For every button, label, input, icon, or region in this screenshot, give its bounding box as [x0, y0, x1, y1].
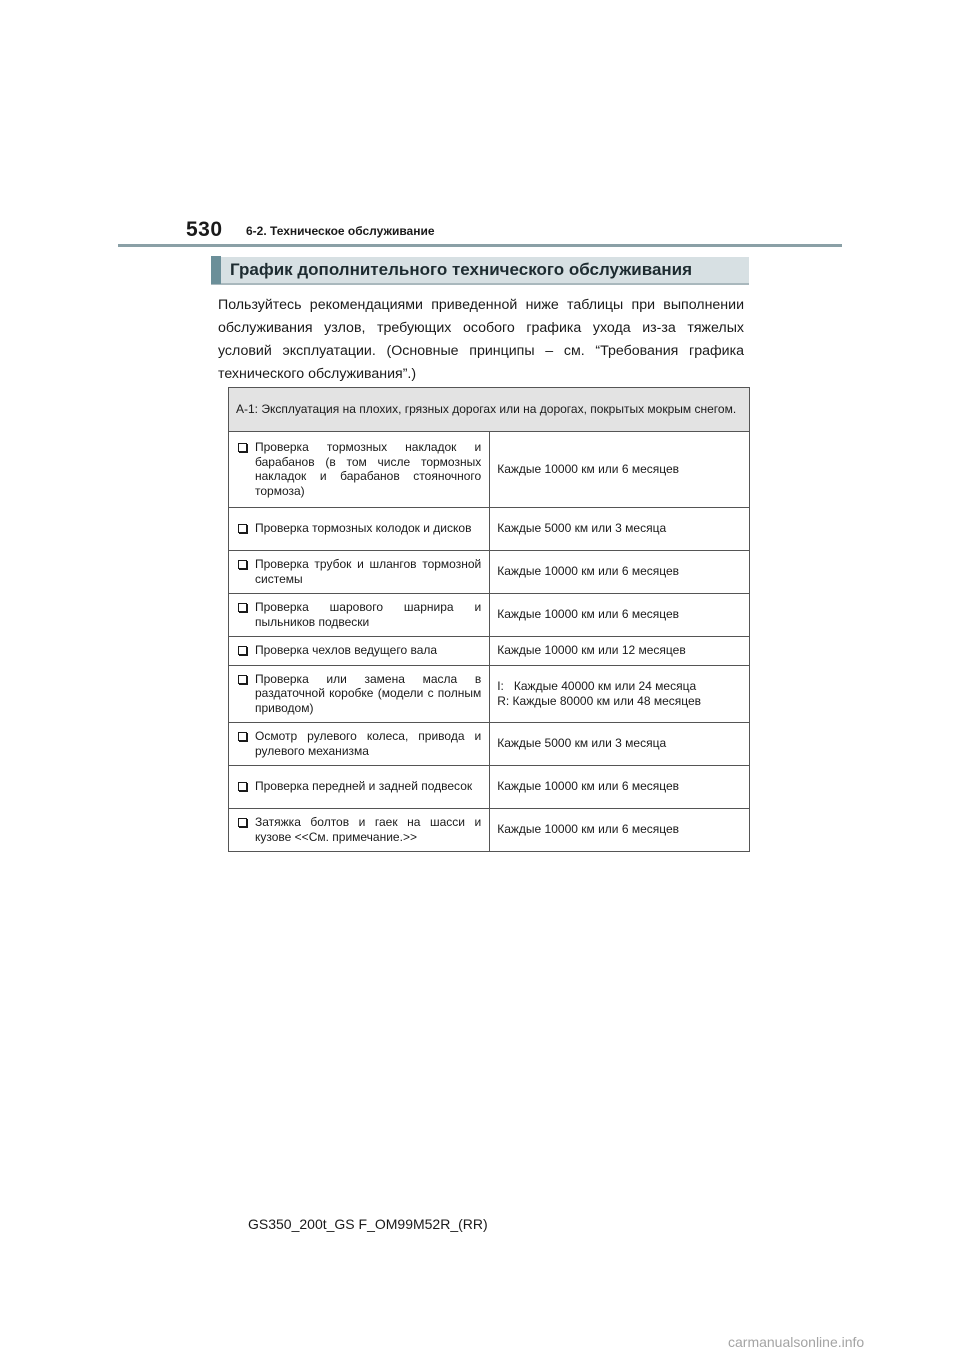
maintenance-item-text: Проверка тормозных колодок и дисков [255, 521, 472, 536]
maintenance-item [236, 779, 481, 794]
condition-cell [229, 388, 750, 432]
checkbox-icon [238, 443, 247, 452]
interval-text: Каждые 5000 км или 3 месяца [497, 736, 667, 751]
interval-text: Каждые 10000 км или 6 месяцев [497, 779, 680, 794]
maintenance-item-cell [229, 551, 490, 594]
table-row [229, 594, 750, 637]
interval-text: Каждые 10000 км или 12 месяцев [497, 643, 686, 658]
header-rule [118, 244, 842, 247]
condition-row [229, 388, 750, 432]
watermark: carmanualsonline.info [728, 1334, 865, 1350]
section-title-accent-bar [211, 256, 221, 284]
interval-cell [490, 432, 750, 508]
section-label: 6-2. Техническое обслуживание [246, 224, 435, 238]
interval-cell [490, 809, 750, 852]
maintenance-item-cell [229, 637, 490, 666]
checkbox-icon [238, 646, 247, 655]
maintenance-item [236, 729, 481, 758]
table-row [229, 766, 750, 809]
condition-text: А-1: Эксплуатация на плохих, грязных дорогах или на дорогах, покрытых мокрым снегом. [236, 401, 737, 416]
maintenance-item [236, 521, 481, 536]
interval-cell [490, 637, 750, 666]
interval-text: Каждые 10000 км или 6 месяцев [497, 461, 680, 476]
interval-cell [490, 766, 750, 809]
interval-text: I: Каждые 40000 км или 24 месяца [497, 679, 697, 693]
checkbox-icon [238, 524, 247, 533]
maintenance-item-text: Проверка тормозных накладок и барабанов (в том числе тормозных накладок и барабанов стояночного тормоза) [255, 440, 482, 498]
table-row [229, 551, 750, 594]
table-row [229, 723, 750, 766]
checkbox-icon [238, 782, 247, 791]
maintenance-item-text: Осмотр рулевого колеса, привода и рулевого механизма [255, 729, 482, 758]
maintenance-item-text: Проверка шарового шарнира и пыльников подвески [255, 600, 482, 629]
footer-model-code: GS350_200t_GS F_OM99M52R_(RR) [248, 1216, 488, 1232]
page-number: 530 [186, 218, 223, 241]
interval-text: Каждые 10000 км или 6 месяцев [497, 607, 680, 622]
checkbox-icon [238, 603, 247, 612]
maintenance-item [236, 643, 481, 658]
table-row [229, 666, 750, 723]
maintenance-item-text: Затяжка болтов и гаек на шасси и кузове <<См. примечание.>> [255, 815, 482, 844]
maintenance-item [236, 815, 481, 844]
interval-text: Каждые 5000 км или 3 месяца [497, 521, 667, 536]
maintenance-item-text: Проверка передней и задней подвесок [255, 779, 473, 794]
interval-cell [490, 723, 750, 766]
maintenance-item-text: Проверка трубок и шлангов тормозной системы [255, 557, 482, 586]
section-title-banner [211, 257, 749, 285]
interval-cell [490, 666, 750, 723]
table-row [229, 637, 750, 666]
maintenance-item [236, 557, 481, 586]
maintenance-table-container [228, 387, 750, 852]
checkbox-icon [238, 560, 247, 569]
table-row [229, 432, 750, 508]
maintenance-item-cell [229, 594, 490, 637]
table-row [229, 809, 750, 852]
checkbox-icon [238, 675, 247, 684]
maintenance-item-cell [229, 508, 490, 551]
maintenance-item-cell [229, 432, 490, 508]
intro-paragraph: Пользуйтесь рекомендациями приведенной ниже таблицы при выполнении обслуживания узлов, требующих особого графика ухода из-за тяжелых условий эксплуатации. (Основные принципы – см. “Требования графика технического обслуживания”.) [218, 297, 744, 382]
maintenance-item-text: Проверка чехлов ведущего вала [255, 643, 438, 658]
maintenance-item [236, 672, 481, 716]
checkbox-icon [238, 732, 247, 741]
maintenance-item [236, 600, 481, 629]
section-title: График дополнительного технического обслуживания [230, 260, 693, 279]
interval-cell [490, 508, 750, 551]
maintenance-item-cell [229, 809, 490, 852]
maintenance-item-cell [229, 666, 490, 723]
checkbox-icon [238, 818, 247, 827]
interval-text: R: Каждые 80000 км или 48 месяцев [497, 693, 702, 708]
interval-text: Каждые 10000 км или 6 месяцев [497, 822, 680, 837]
interval-text: Каждые 10000 км или 6 месяцев [497, 564, 680, 579]
maintenance-item-cell [229, 723, 490, 766]
interval-cell [490, 551, 750, 594]
maintenance-item-text: Проверка или замена масла в раздаточной коробке (модели с полным приводом) [255, 671, 482, 715]
interval-cell [490, 594, 750, 637]
maintenance-item-cell [229, 766, 490, 809]
maintenance-item [236, 440, 481, 498]
table-row [229, 508, 750, 551]
maintenance-table [228, 387, 750, 852]
